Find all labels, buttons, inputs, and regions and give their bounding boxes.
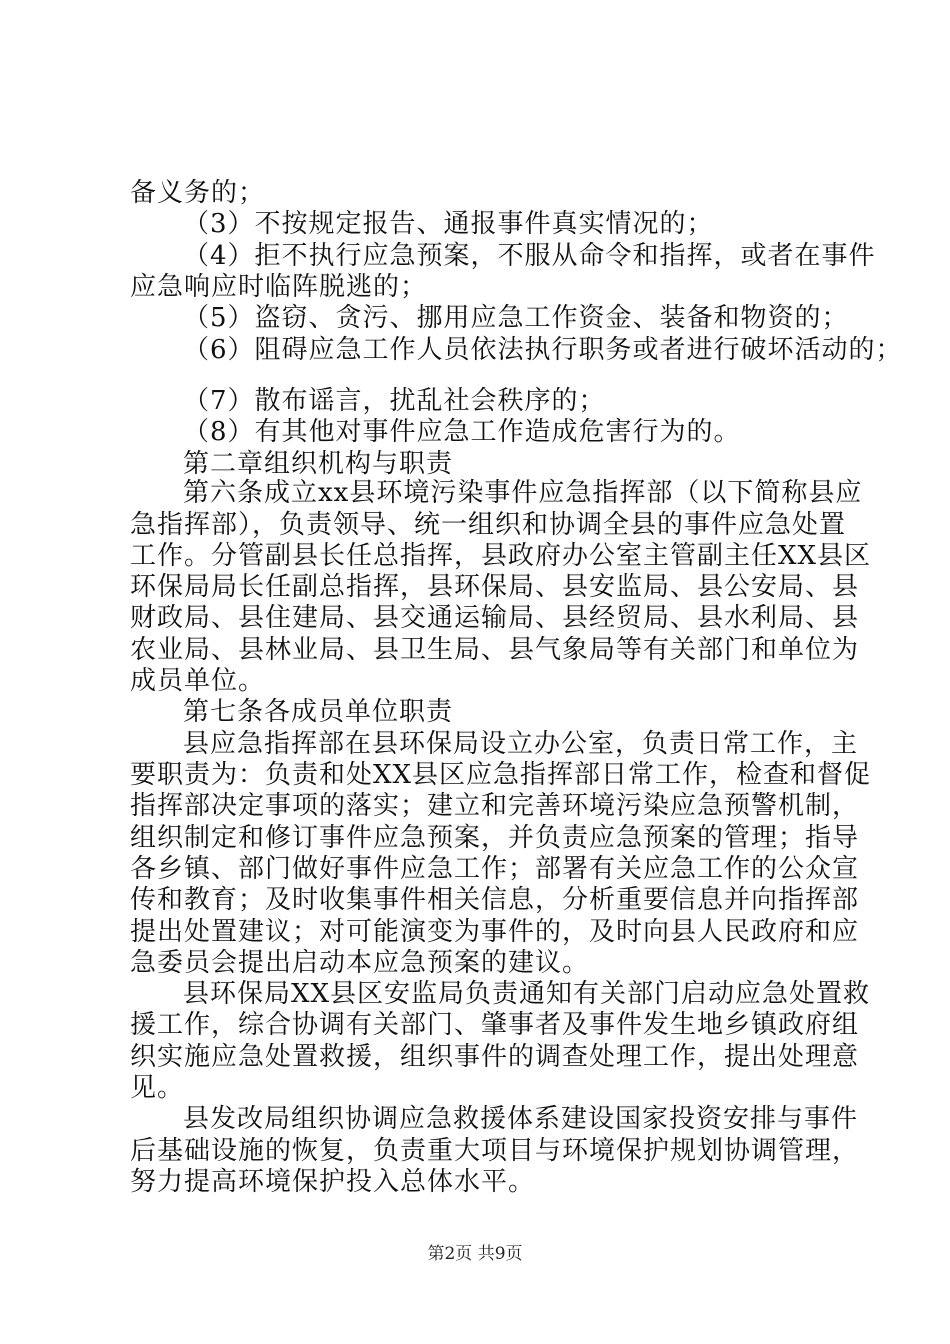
text-line: 农业局、县林业局、县卫生局、县气象局等有关部门和单位为	[130, 635, 860, 665]
text-line: （8）有其他对事件应急工作造成危害行为的。	[183, 417, 741, 447]
text-line: 见。	[130, 1073, 185, 1103]
text-line: 县环保局XX县区安监局负责通知有关部门启动应急处置救	[183, 979, 871, 1009]
text-line: （3）不按规定报告、通报事件真实情况的；	[183, 209, 714, 239]
text-line: （6）阻碍应急工作人员依法执行职务或者进行破坏活动的；	[183, 335, 903, 365]
text-line: 成员单位。	[130, 666, 266, 696]
text-line: 要职责为：负责和处XX县区应急指挥部日常工作，检查和督促	[130, 760, 872, 790]
text-line: 环保局局长任副总指挥，县环保局、县安监局、县公安局、县	[130, 572, 860, 602]
text-line: 后基础设施的恢复，负责重大项目与环境保护规划协调管理，	[130, 1136, 860, 1166]
text-line: 工作。分管副县长任总指挥，县政府办公室主管副主任XX县区	[130, 541, 872, 571]
text-line: （7）散布谣言，扰乱社会秩序的；	[183, 386, 606, 416]
page-number: 第2页 共9页	[427, 1244, 523, 1264]
text-line: 援工作，综合协调有关部门、肇事者及事件发生地乡镇政府组	[130, 1010, 860, 1040]
text-line: （4）拒不执行应急预案，不服从命令和指挥，或者在事件	[183, 241, 876, 271]
text-line: 第六条成立xx县环境污染事件应急指挥部（以下简称县应	[183, 478, 863, 508]
text-line: 县应急指挥部在县环保局设立办公室，负责日常工作，主	[183, 729, 859, 759]
text-line: 财政局、县住建局、县交通运输局、县经贸局、县水利局、县	[130, 603, 860, 633]
text-line: （5）盗窃、贪污、挪用应急工作资金、装备和物资的；	[183, 303, 849, 333]
text-line: 县发改局组织协调应急救援体系建设国家投资安排与事件	[183, 1104, 859, 1134]
text-line: 急指挥部），负责领导、统一组织和协调全县的事件应急处置	[130, 510, 847, 540]
text-line: 提出处置建议；对可能演变为事件的，及时向县人民政府和应	[130, 917, 860, 947]
text-line: 备义务的；	[130, 178, 266, 208]
text-line: 努力提高环境保护投入总体水平。	[130, 1167, 536, 1197]
article-heading: 第七条各成员单位职责	[183, 697, 454, 727]
text-line: 传和教育；及时收集事件相关信息，分析重要信息并向指挥部	[130, 885, 860, 915]
text-line: 组织制定和修订事件应急预案，并负责应急预案的管理；指导	[130, 823, 860, 853]
text-line: 应急响应时临阵脱逃的；	[130, 272, 428, 302]
text-line: 指挥部决定事项的落实；建立和完善环境污染应急预警机制，	[130, 791, 860, 821]
text-line: 各乡镇、部门做好事件应急工作；部署有关应急工作的公众宣	[130, 854, 860, 884]
chapter-heading: 第二章组织机构与职责	[183, 449, 454, 479]
text-line: 织实施应急处置救援，组织事件的调查处理工作，提出处理意	[130, 1042, 860, 1072]
text-line: 急委员会提出启动本应急预案的建议。	[130, 948, 590, 978]
